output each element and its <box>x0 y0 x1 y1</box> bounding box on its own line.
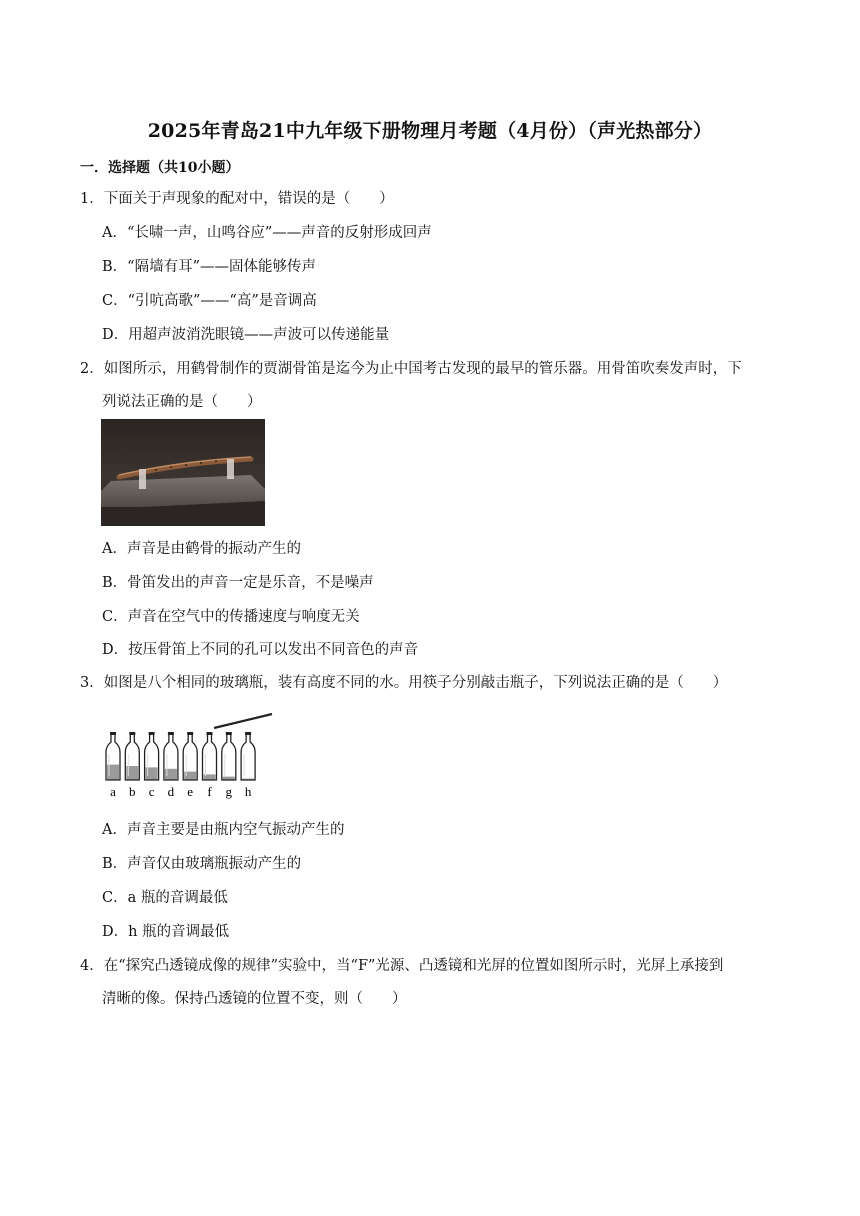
question-3-option-b: B．声音仅由玻璃瓶振动产生的 <box>102 856 302 872</box>
bottle-e <box>183 732 197 780</box>
bone-flute-photo <box>101 419 265 526</box>
bottle-h <box>241 732 255 780</box>
bottles-figure <box>102 710 274 800</box>
bottle-b <box>125 732 139 780</box>
section-heading: 一．选择题（共10小题） <box>80 160 240 176</box>
bottle-g <box>222 732 236 780</box>
question-2-option-a: A．声音是由鹤骨的振动产生的 <box>102 541 301 557</box>
question-4-stem: 4．在“探究凸透镜成像的规律”实验中，当“F”光源、凸透镜和光屏的位置如图所示时，光屏上承接到 <box>80 958 724 974</box>
chopstick <box>214 714 272 728</box>
question-2-stem-cont: 列说法正确的是（ ） <box>102 394 262 410</box>
question-1-option-b: B．“隔墙有耳”——固体能够传声 <box>102 259 316 275</box>
question-2-option-b: B．骨笛发出的声音一定是乐音，不是噪声 <box>102 575 374 591</box>
question-2-option-c: C．声音在空气中的传播速度与响度无关 <box>102 609 360 625</box>
bottle-a <box>106 732 120 780</box>
bottle-label-b: b <box>129 784 136 799</box>
bottle-label-c: c <box>148 784 155 799</box>
question-2-option-d: D．按压骨笛上不同的孔可以发出不同音色的声音 <box>102 642 419 658</box>
bottle-label-a: a <box>110 784 116 799</box>
page-title: 2025年青岛21中九年级下册物理月考题（4月份）（声光热部分） <box>147 120 713 142</box>
question-1-stem: 1．下面关于声现象的配对中，错误的是（ ） <box>80 191 394 207</box>
question-2-stem: 2．如图所示，用鹤骨制作的贾湖骨笛是迄今为止中国考古发现的最早的管乐器。用骨笛吹奏发声时，下 <box>80 361 742 377</box>
question-1-option-a: A．“长啸一声，山鸣谷应”——声音的反射形成回声 <box>102 225 432 241</box>
bottle-label-h: h <box>244 784 252 799</box>
bottle-f <box>203 732 217 780</box>
bottle-label-d: d <box>167 784 175 799</box>
bottle-d <box>164 732 178 780</box>
question-3-option-a: A．声音主要是由瓶内空气振动产生的 <box>102 822 345 838</box>
bottle-label-g: g <box>225 784 233 799</box>
bottle-label-e: e <box>187 784 194 799</box>
question-3-option-d: D．h 瓶的音调最低 <box>102 924 230 940</box>
question-1-option-d: D．用超声波消洗眼镜——声波可以传递能量 <box>102 327 390 343</box>
question-4-stem-cont: 清晰的像。保持凸透镜的位置不变，则（ ） <box>102 991 407 1007</box>
question-3-stem: 3．如图是八个相同的玻璃瓶，装有高度不同的水。用筷子分别敲击瓶子，下列说法正确的是（ ） <box>80 675 728 691</box>
bottle-label-f: f <box>207 784 212 799</box>
question-1-option-c: C．“引吭高歌”——“高”是音调高 <box>102 293 317 309</box>
question-3-option-c: C．a 瓶的音调最低 <box>102 890 228 906</box>
bottle-c <box>145 732 159 780</box>
